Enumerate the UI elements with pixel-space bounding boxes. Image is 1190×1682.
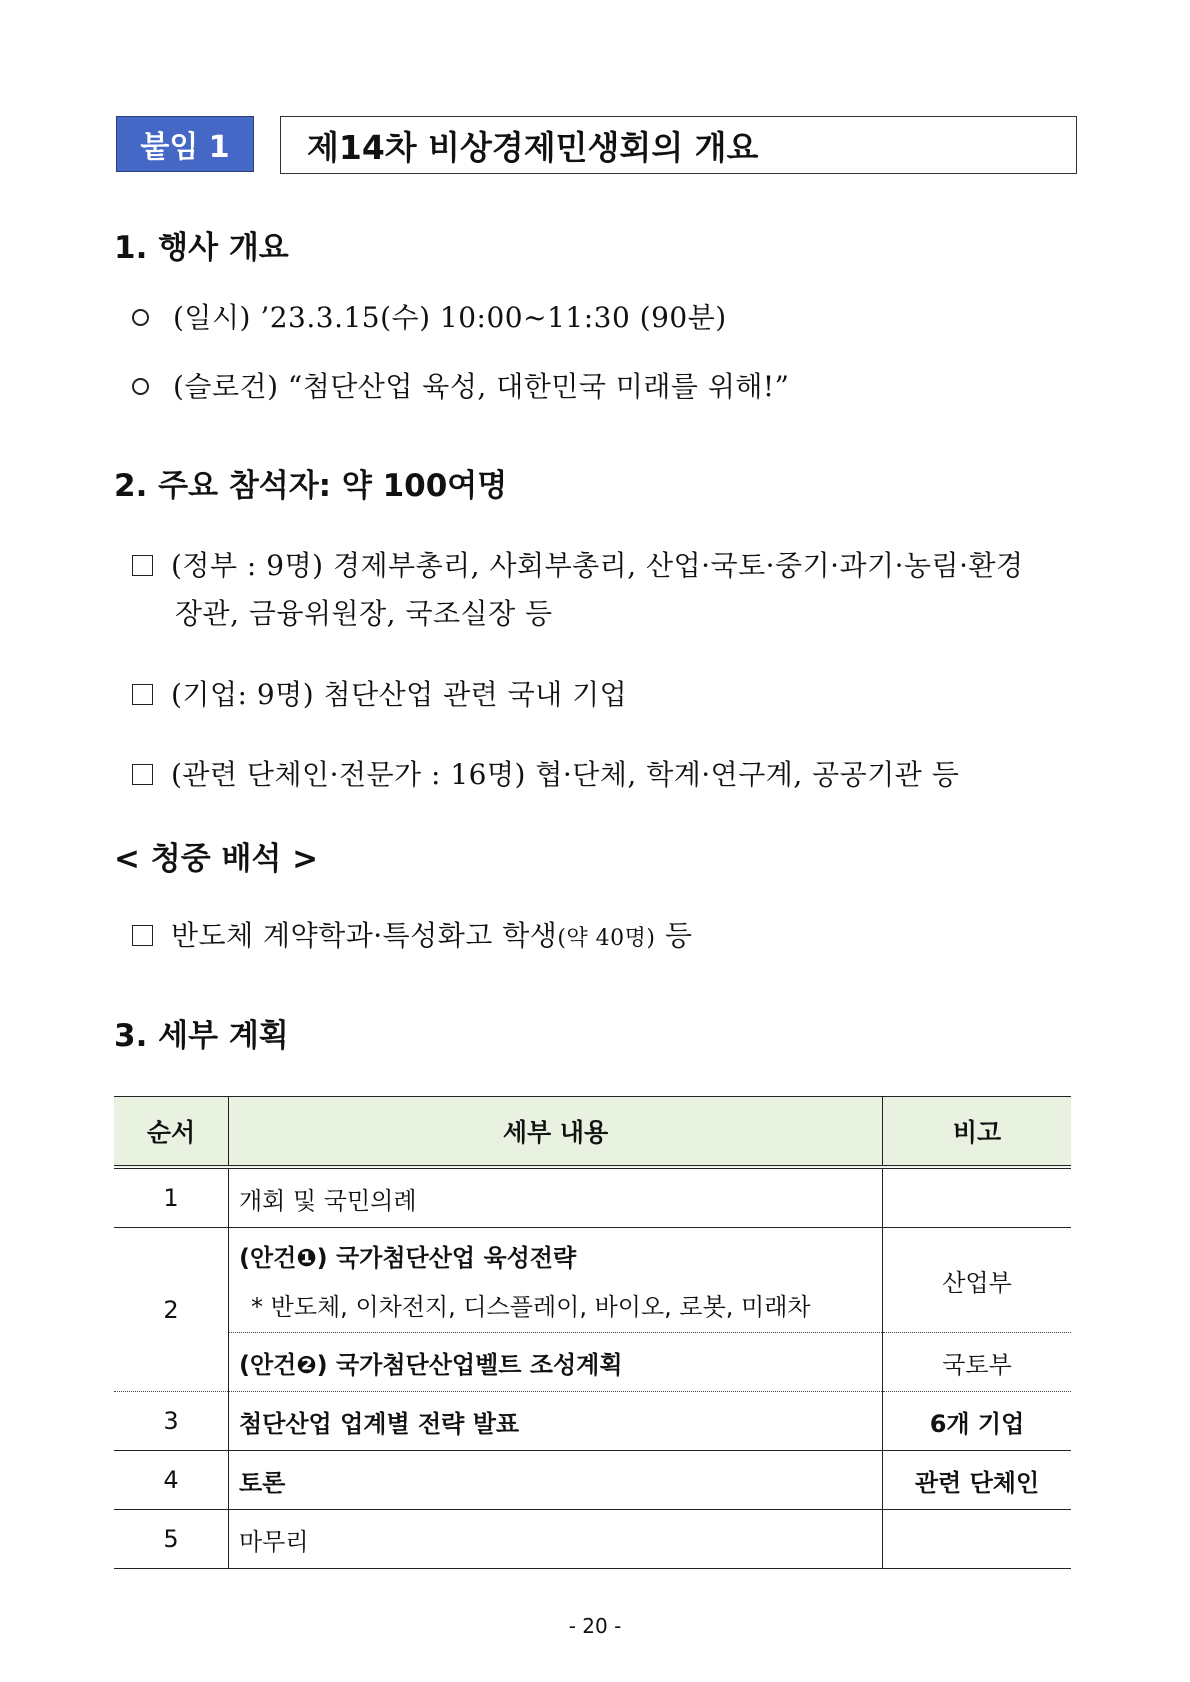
audience-item: 반도체 계약학과·특성화고 학생(약 40명) 등 — [132, 914, 692, 954]
page-number: - 20 - — [568, 1614, 622, 1638]
section1-item-slogan: (슬로건) “첨단산업 육성, 대한민국 미래를 위해!” — [132, 365, 790, 405]
section3-heading: 3. 세부 계획 — [114, 1018, 289, 1054]
audience-heading: < 청중 배석 > — [114, 841, 319, 877]
section2-item-companies: (기업: 9명) 첨단산업 관련 국내 기업 — [132, 673, 627, 713]
table-row — [114, 1333, 1071, 1392]
checkbox-bullet-icon — [132, 555, 153, 576]
section2-item-government: (정부 : 9명) 경제부총리, 사회부총리, 산업·국토·중기·과기·농림·환경 — [132, 544, 1024, 584]
section2-heading: 2. 주요 참석자: 약 100여명 — [114, 468, 508, 504]
row-note: 관련 단체인 — [883, 1451, 1072, 1510]
section1-item-schedule: (일시) ’23.3.15(수) 10:00~11:30 (90분) — [132, 296, 727, 336]
table-header-row — [114, 1097, 1071, 1168]
agenda-1-subnote: * 반도체, 이차전지, 디스플레이, 바이오, 로봇, 미래차 — [251, 1293, 811, 1321]
table-row — [114, 1392, 1071, 1451]
row-note — [883, 1167, 1072, 1228]
row-content: (안건❷) 국가첨단산업벨트 조성계획 — [229, 1333, 883, 1392]
document-title-box — [280, 116, 1077, 174]
row-number: 2 — [114, 1228, 229, 1392]
circle-bullet-icon — [132, 309, 149, 326]
section2-item-government-cont: 장관, 금융위원장, 국조실장 등 — [175, 597, 553, 630]
row-number: 3 — [114, 1392, 229, 1451]
plan-table — [114, 1096, 1071, 1569]
row-note: 산업부 — [883, 1228, 1072, 1333]
header-note: 비고 — [883, 1097, 1072, 1168]
row-content — [229, 1228, 883, 1333]
row-note — [883, 1510, 1072, 1569]
table-row — [114, 1167, 1071, 1228]
checkbox-bullet-icon — [132, 764, 153, 785]
header-details: 세부 내용 — [229, 1097, 883, 1168]
document-title: 제14차 비상경제민생회의 개요 — [307, 127, 759, 167]
section1-heading: 1. 행사 개요 — [114, 230, 289, 266]
row-note: 6개 기업 — [883, 1392, 1072, 1451]
row-content: 마무리 — [229, 1510, 883, 1569]
checkbox-bullet-icon — [132, 925, 153, 946]
circle-bullet-icon — [132, 378, 149, 395]
section2-item-experts: (관련 단체인·전문가 : 16명) 협·단체, 학계·연구계, 공공기관 등 — [132, 753, 959, 793]
checkbox-bullet-icon — [132, 684, 153, 705]
row-number: 1 — [114, 1167, 229, 1228]
row-number: 4 — [114, 1451, 229, 1510]
agenda-1-title: (안건❶) 국가첨단산업 육성전략 — [239, 1244, 577, 1272]
table-row — [114, 1510, 1071, 1569]
row-content: 개회 및 국민의례 — [229, 1167, 883, 1228]
attachment-tag — [116, 116, 254, 172]
table-row — [114, 1451, 1071, 1510]
row-number: 5 — [114, 1510, 229, 1569]
table-row — [114, 1228, 1071, 1333]
row-note: 국토부 — [883, 1333, 1072, 1392]
header-order: 순서 — [114, 1097, 229, 1168]
row-content: 첨단산업 업계별 전략 발표 — [229, 1392, 883, 1451]
row-content: 토론 — [229, 1451, 883, 1510]
attachment-tag-label: 붙임 1 — [140, 130, 230, 165]
